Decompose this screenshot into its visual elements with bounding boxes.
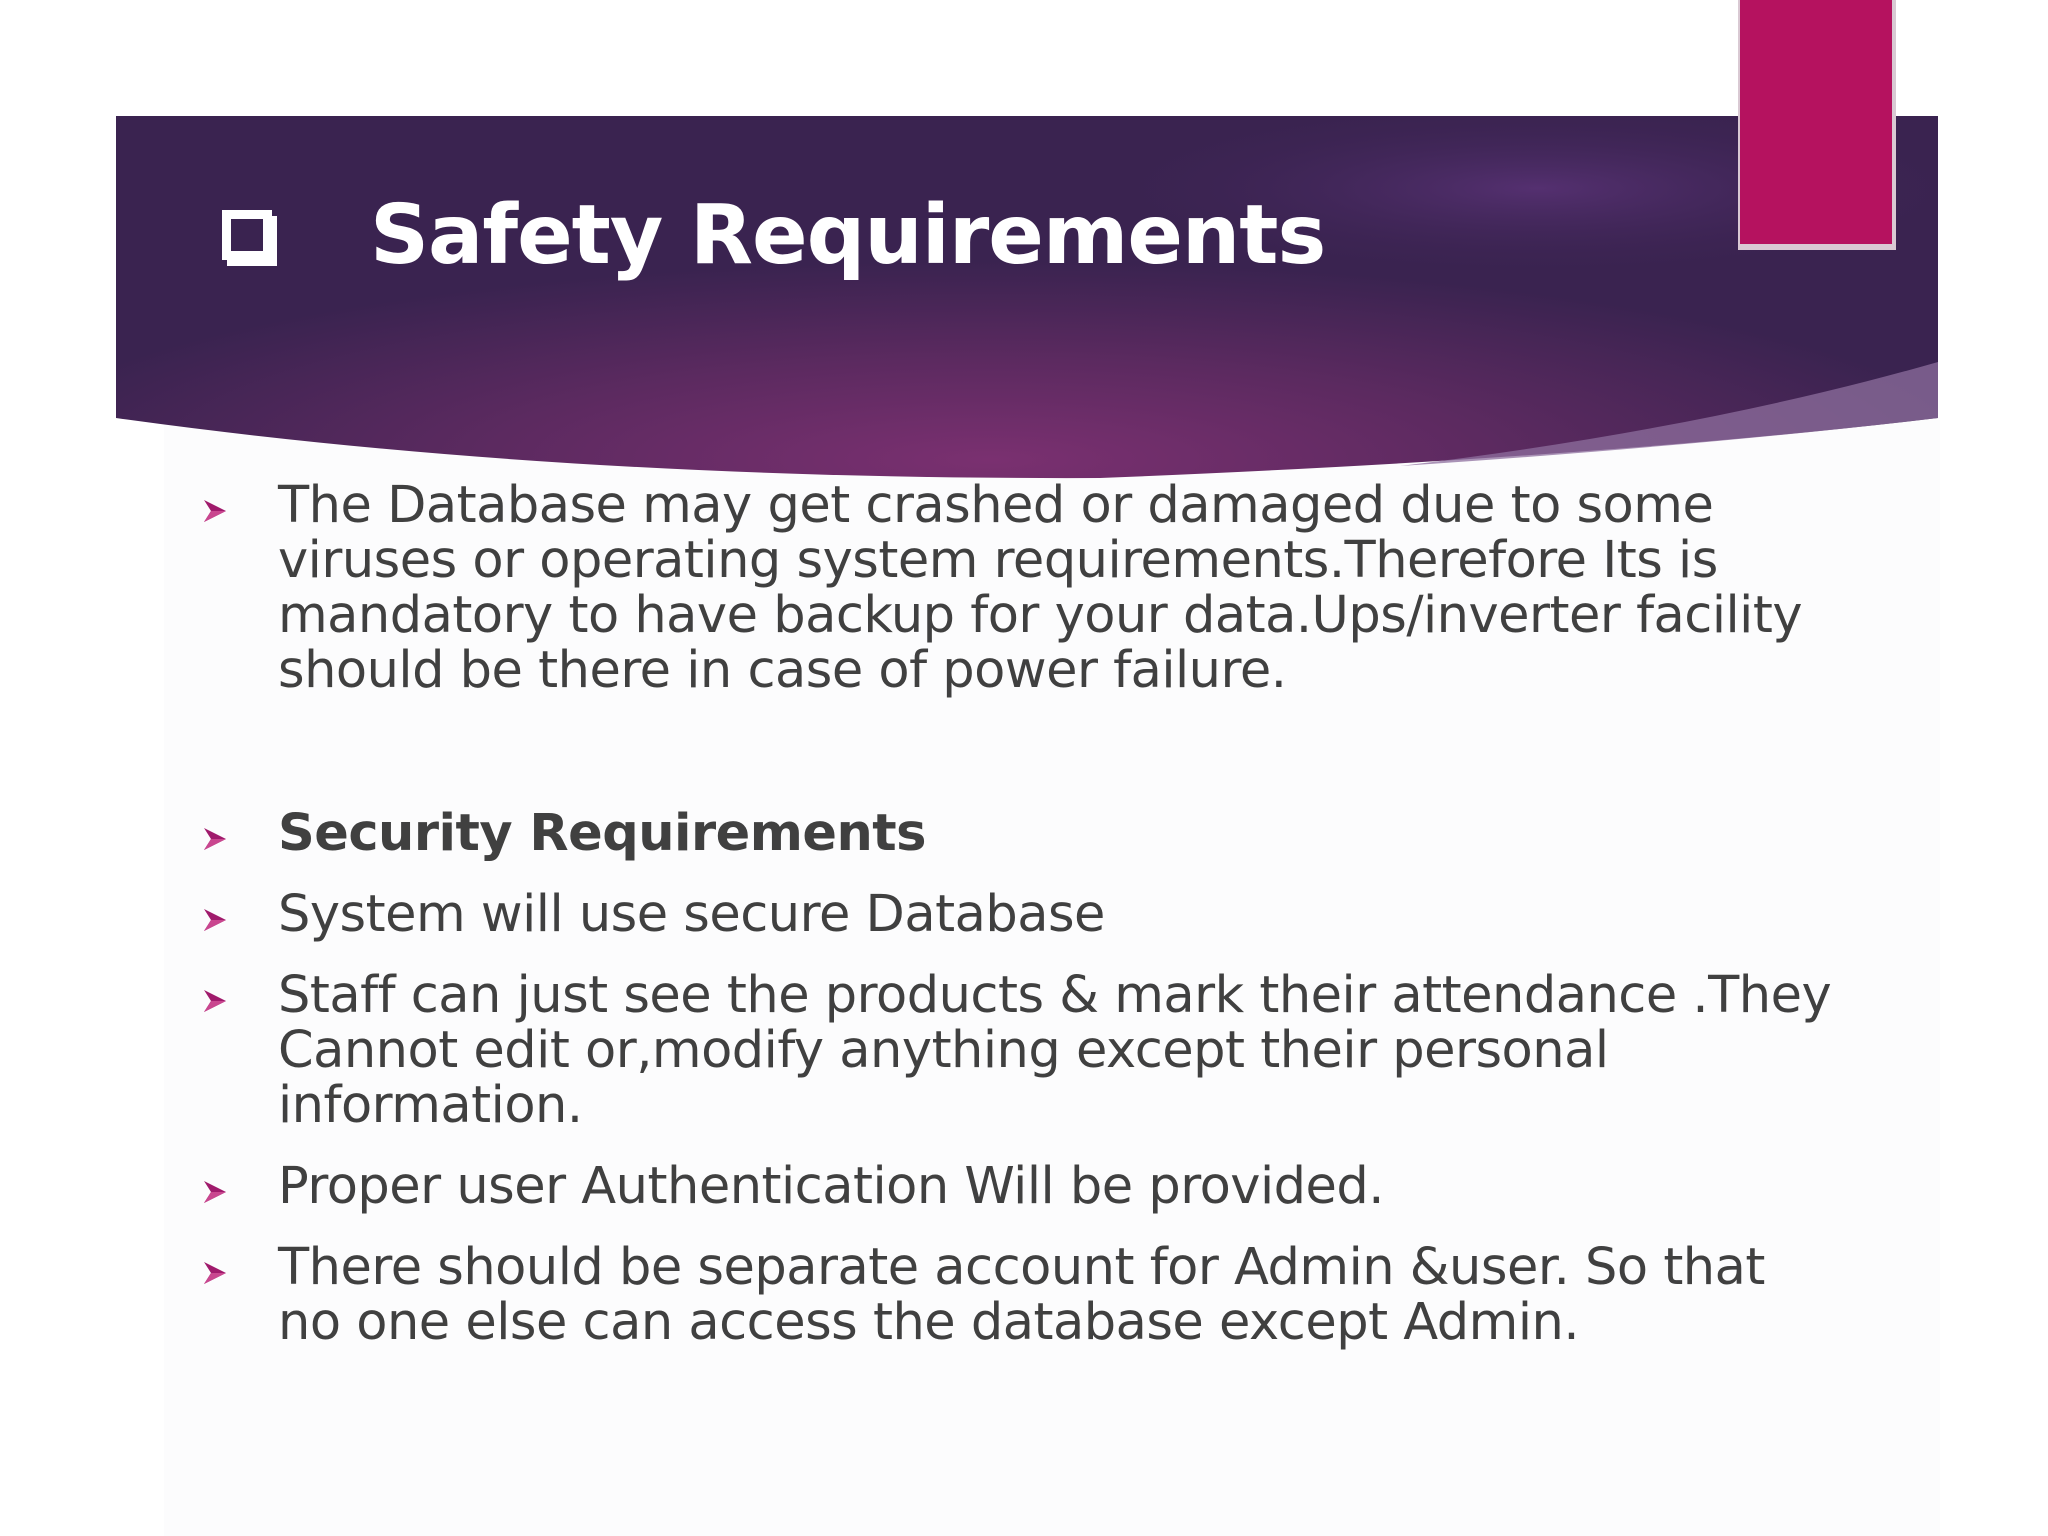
arrow-bullet-icon	[202, 498, 228, 524]
bullet-text: Staff can just see the products & mark their attendance .They Cannot edit or,modify anything except their personal information.	[278, 966, 1832, 1135]
slide-title: Safety Requirements	[370, 187, 1326, 283]
bullet-item	[200, 887, 1840, 942]
section-heading: Security Requirements	[278, 804, 927, 863]
banner-glow	[116, 116, 1938, 478]
bullet-text: There should be separate account for Admin &user. So that no one else can access the database except Admin.	[278, 1238, 1765, 1352]
arrow-bullet-icon	[202, 1179, 228, 1205]
bullet-item	[200, 478, 1840, 698]
bullet-text: Proper user Authentication Will be provided.	[278, 1157, 1384, 1216]
bullet-text: System will use secure Database	[278, 885, 1105, 944]
arrow-bullet-icon	[202, 826, 228, 852]
arrow-bullet-icon	[202, 988, 228, 1014]
bullet-item	[200, 806, 1840, 861]
bullet-item	[200, 968, 1840, 1133]
arrow-bullet-icon	[202, 907, 228, 933]
title-row	[222, 180, 1325, 290]
bullet-item	[200, 1240, 1840, 1350]
bullet-item	[200, 1159, 1840, 1214]
checkbox-outline-icon	[222, 210, 272, 260]
accent-bar	[1740, 0, 1892, 244]
bullet-list	[200, 478, 1840, 1350]
bullet-text: The Database may get crashed or damaged due to some viruses or operating system requirements.Therefore Its is mandatory to have backup for your data.Ups/inverter facility should be there in case of power failure.	[278, 476, 1803, 700]
arrow-bullet-icon	[202, 1260, 228, 1286]
